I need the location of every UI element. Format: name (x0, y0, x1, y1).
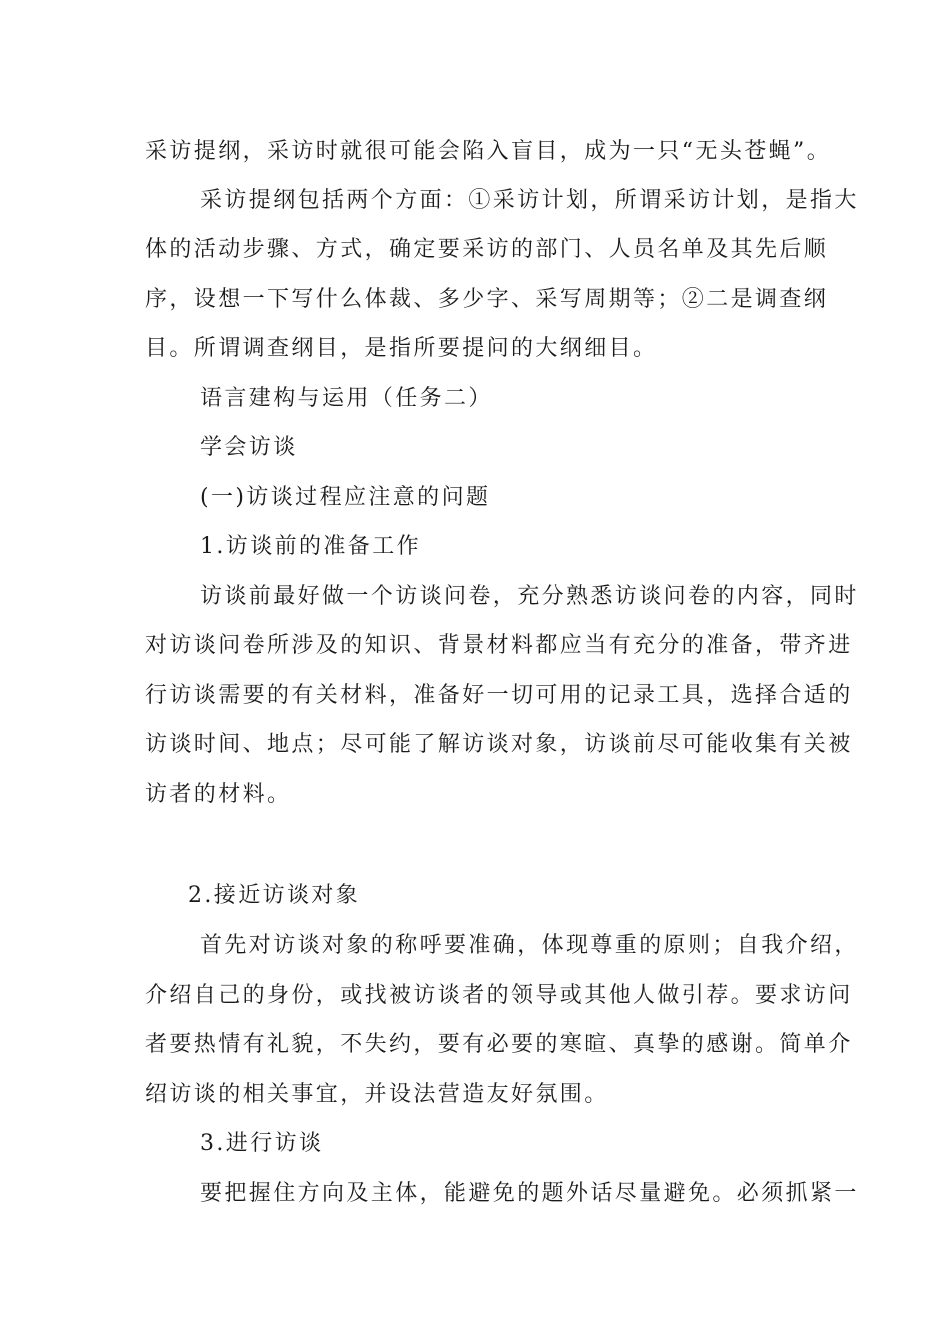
item-heading-3: 3.进行访谈 (200, 1131, 324, 1156)
paragraph-line-8: 行访谈需要的有关材料，准备好一切可用的记录工具，选择合适的 (145, 683, 853, 708)
paragraph-line-1: 采访提纲，采访时就很可能会陷入盲目，成为一只“无头苍蝇”。 (145, 139, 832, 164)
paragraph-line-3: 体的活动步骤、方式，确定要采访的部门、人员名单及其先后顺 (145, 237, 829, 262)
paragraph-line-5: 目。所谓调查纲目，是指所要提问的大纲细目。 (145, 336, 658, 361)
paragraph-line-10: 访者的材料。 (145, 782, 292, 807)
paragraph-line-7: 对访谈问卷所涉及的知识、背景材料都应当有充分的准备，带齐进 (145, 633, 853, 658)
section-heading-interview: 学会访谈 (200, 435, 298, 460)
paragraph-line-12: 介绍自己的身份，或找被访谈者的领导或其他人做引荐。要求访问 (145, 983, 853, 1008)
paragraph-line-2: 采访提纲包括两个方面：①采访计划，所谓采访计划，是指大 (200, 188, 859, 213)
item-heading-1: 1.访谈前的准备工作 (200, 534, 421, 559)
paragraph-line-13: 者要热情有礼貌，不失约，要有必要的寒暄、真挚的感谢。简单介 (145, 1032, 853, 1057)
paragraph-line-9: 访谈时间、地点；尽可能了解访谈对象，访谈前尽可能收集有关被 (145, 732, 853, 757)
paragraph-line-4: 序，设想一下写什么体裁、多少字、采写周期等；②二是调查纲 (145, 287, 829, 312)
subsection-heading-1: (一)访谈过程应注意的问题 (200, 485, 491, 510)
paragraph-line-14: 绍访谈的相关事宜，并设法营造友好氛围。 (145, 1082, 609, 1107)
paragraph-line-6: 访谈前最好做一个访谈问卷，充分熟悉访谈问卷的内容，同时 (200, 584, 859, 609)
section-heading-task2: 语言建构与运用（任务二） (200, 386, 493, 411)
paragraph-line-15: 要把握住方向及主体，能避免的题外话尽量避免。必须抓紧一 (200, 1181, 859, 1206)
paragraph-line-11: 首先对访谈对象的称呼要准确，体现尊重的原则；自我介绍， (200, 933, 859, 958)
item-heading-2: 2.接近访谈对象 (188, 883, 361, 908)
